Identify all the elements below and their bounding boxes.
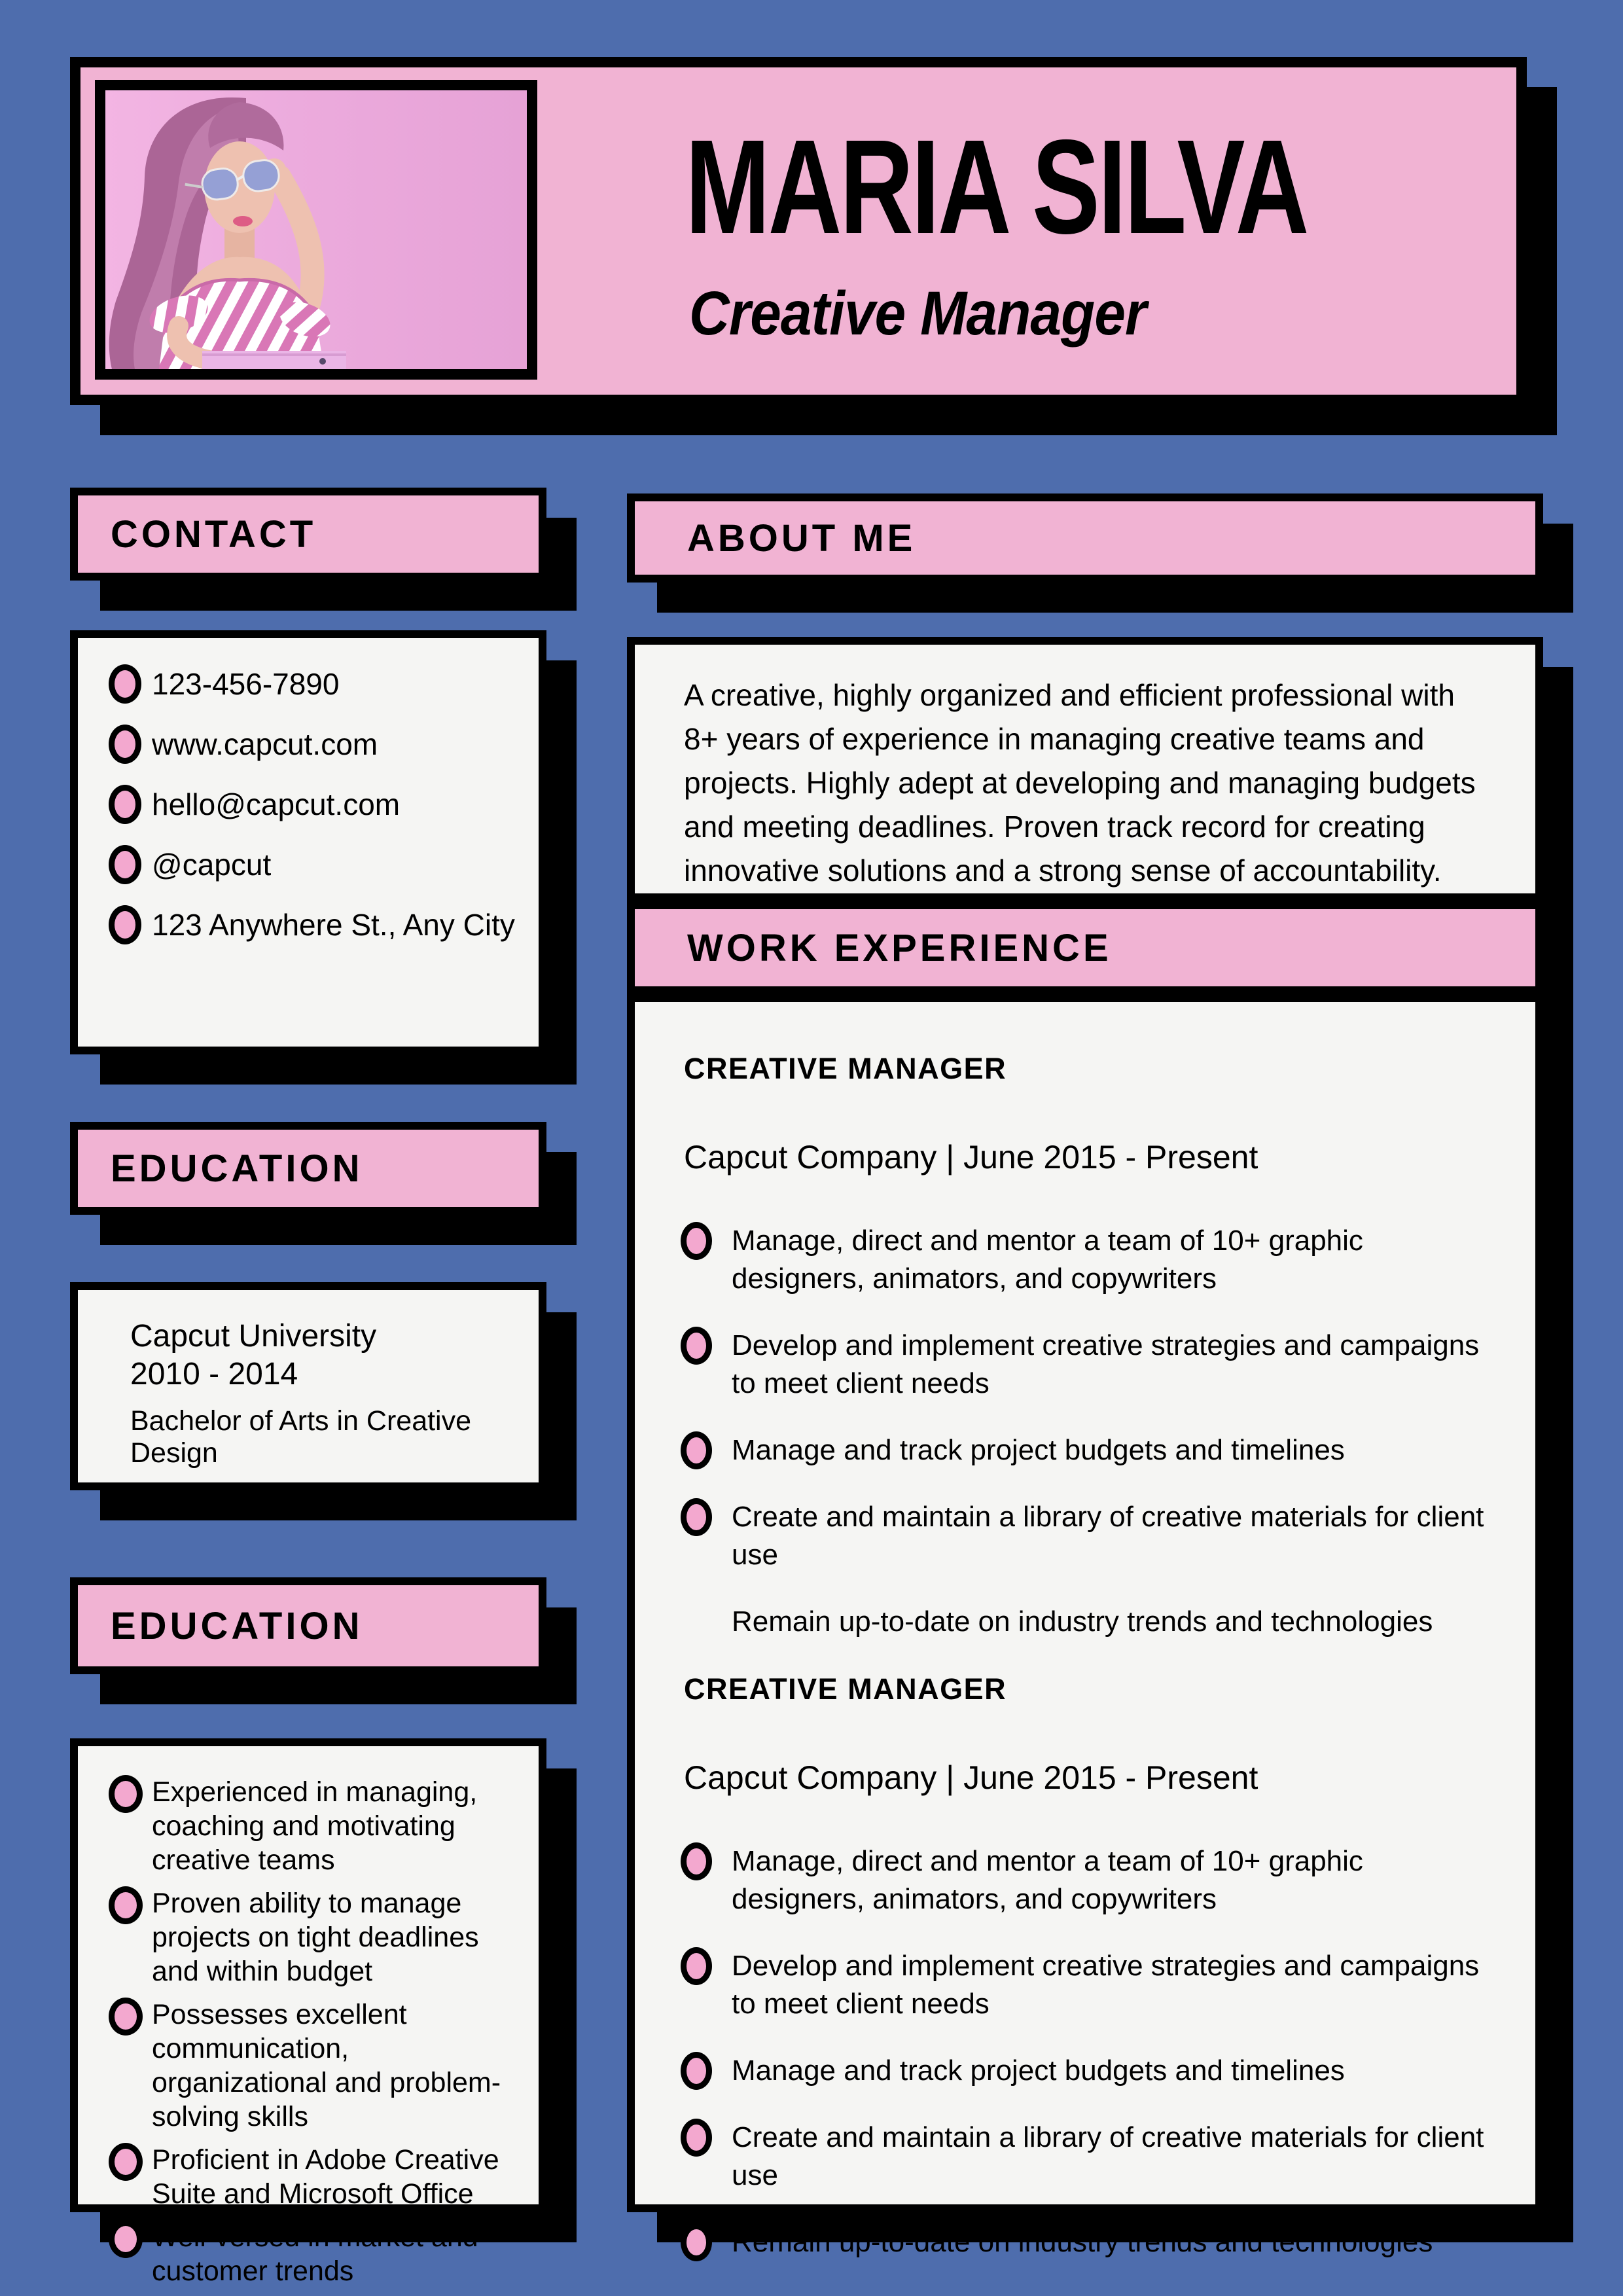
bullet-dot-icon xyxy=(681,1498,712,1536)
work-experience-card xyxy=(627,994,1543,2258)
bullet-dot-icon xyxy=(109,785,141,824)
education-heading-label: EDUCATION xyxy=(111,1147,363,1190)
job-bullet-item xyxy=(681,2052,1499,2090)
job-bullet-text: Develop and implement creative strategies and campaigns to meet client needs xyxy=(732,1950,1480,2020)
contact-item-email xyxy=(109,785,526,824)
about-text: A creative, highly organized and efficient professional with 8+ years of experience in managing creative teams and projects. Highly adept at developing and managing budgets and meeting deadlines. Proven track record for creating innovative solutions and a strong sense of accountability. xyxy=(684,678,1476,888)
address-value: 123 Anywhere St., Any City xyxy=(152,908,515,942)
job-note-item xyxy=(681,1603,1499,1641)
job-role-title: CREATIVE MANAGER xyxy=(684,1052,1007,1085)
job-bullet-item xyxy=(681,1327,1499,1403)
bullet-dot-icon xyxy=(681,1327,712,1365)
skills-card xyxy=(70,1738,546,2287)
skill-item xyxy=(109,1886,520,1988)
skill-text: Possesses excellent communication, organizational and problem-solving skills xyxy=(152,1999,501,2132)
skill-text: Experienced in managing, coaching and motivating creative teams xyxy=(152,1776,478,1876)
job-bullet-text: Create and maintain a library of creative materials for client use xyxy=(732,2121,1484,2191)
contact-item-website xyxy=(109,725,526,764)
job-bullet-text: Develop and implement creative strategies and campaigns to meet client needs xyxy=(732,1329,1480,1399)
about-section-header xyxy=(627,493,1543,583)
skill-item xyxy=(109,2220,520,2288)
profile-photo-illustration xyxy=(105,90,527,369)
job-bullet-item xyxy=(681,1498,1499,1574)
job-company-dates: Capcut Company | June 2015 - Present xyxy=(684,1759,1258,1796)
contact-section-header xyxy=(70,488,546,581)
bullet-dot-icon xyxy=(681,1842,712,1880)
job-bullet-item xyxy=(681,1947,1499,2023)
job-company-dates: Capcut Company | June 2015 - Present xyxy=(684,1139,1258,1175)
bullet-dot-icon xyxy=(109,664,141,704)
job-bullet-text: Manage and track project budgets and timelines xyxy=(732,1434,1345,1466)
bullet-dot-icon xyxy=(109,1886,143,1924)
bullet-dot-icon xyxy=(109,725,141,764)
education-card xyxy=(70,1282,546,1490)
education-years: 2010 - 2014 xyxy=(130,1357,298,1391)
about-heading-label: ABOUT ME xyxy=(687,516,916,560)
skills-heading-label: EDUCATION xyxy=(111,1604,363,1647)
education-degree: Bachelor of Arts in Creative Design xyxy=(130,1405,472,1469)
bullet-dot-icon xyxy=(681,2119,712,2157)
job-bullet-text: Manage, direct and mentor a team of 10+ graphic designers, animators, and copywriters xyxy=(732,1225,1363,1295)
job-note-text: Remain up-to-date on industry trends and technologies xyxy=(732,1605,1433,1638)
education-school: Capcut University xyxy=(130,1319,377,1354)
person-job-title: Creative Manager xyxy=(689,279,1147,348)
bullet-dot-icon xyxy=(109,1775,143,1813)
job-bullet-item xyxy=(681,2119,1499,2195)
bullet-dot-icon xyxy=(681,2223,712,2261)
phone-value: 123-456-7890 xyxy=(152,667,340,701)
contact-heading-label: CONTACT xyxy=(111,512,317,556)
bullet-dot-icon xyxy=(681,1947,712,1985)
skill-item xyxy=(109,2143,520,2211)
profile-photo xyxy=(95,80,537,380)
job-bullet-item xyxy=(681,1842,1499,1918)
education-section-header xyxy=(70,1122,546,1215)
social-handle-value: @capcut xyxy=(152,848,272,882)
job-bullet-text: Remain up-to-date on industry trends and technologies xyxy=(732,2226,1433,2258)
contact-item-address xyxy=(109,905,526,944)
contact-card xyxy=(70,630,546,1054)
person-name: MARIA SILVA xyxy=(685,112,1308,262)
work-section-header xyxy=(627,901,1543,994)
job-bullet-item xyxy=(681,2223,1499,2261)
bullet-dot-icon xyxy=(109,2143,143,2181)
skill-item xyxy=(109,1998,520,2134)
bullet-dot-icon xyxy=(109,905,141,944)
skill-text: Well-versed in market and customer trends xyxy=(152,2221,478,2287)
skill-text: Proficient in Adobe Creative Suite and Microsoft Office xyxy=(152,2144,499,2210)
contact-item-phone xyxy=(109,664,526,704)
job-bullet-text: Manage, direct and mentor a team of 10+ graphic designers, animators, and copywriters xyxy=(732,1845,1363,1915)
bullet-dot-icon xyxy=(681,1431,712,1469)
job-bullet-item xyxy=(681,1222,1499,1298)
bullet-dot-icon xyxy=(109,845,141,884)
job-role-title: CREATIVE MANAGER xyxy=(684,1672,1007,1706)
skill-text: Proven ability to manage projects on tight deadlines and within budget xyxy=(152,1888,479,1987)
about-card xyxy=(627,637,1543,901)
bullet-dot-icon xyxy=(681,2052,712,2090)
bullet-dot-icon xyxy=(109,1998,143,2036)
job-bullet-list xyxy=(681,1842,1499,2261)
skill-item xyxy=(109,1775,520,1877)
job-bullet-item xyxy=(681,1431,1499,1469)
header-card xyxy=(70,57,1527,405)
job-bullet-text: Manage and track project budgets and timelines xyxy=(732,2054,1345,2087)
contact-item-social xyxy=(109,845,526,884)
website-value: www.capcut.com xyxy=(152,727,378,761)
bullet-dot-icon xyxy=(681,1222,712,1260)
job-bullet-text: Create and maintain a library of creative materials for client use xyxy=(732,1501,1484,1571)
job-bullet-list xyxy=(681,1222,1499,1641)
skills-section-header xyxy=(70,1577,546,1674)
email-value: hello@capcut.com xyxy=(152,787,401,821)
bullet-dot-icon xyxy=(109,2220,143,2258)
work-heading-label: WORK EXPERIENCE xyxy=(687,926,1112,969)
